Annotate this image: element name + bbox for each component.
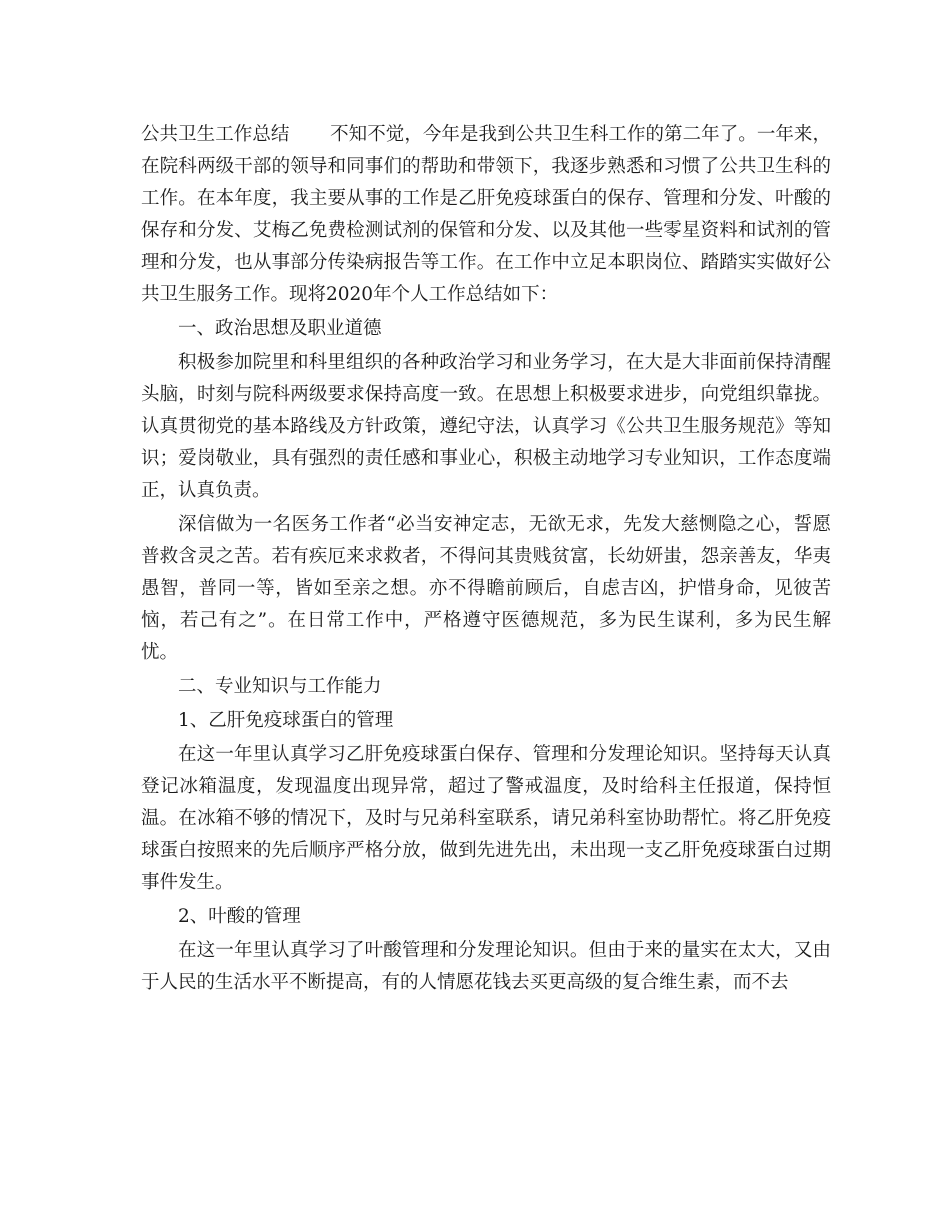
intro-text: 不知不觉，今年是我到公共卫生科工作的第二年了。一年来，在院科两级干部的领导和同事们的帮助和带领下，我逐步熟悉和习惯了公共卫生科的工作。在本年度，我主要从事的工作是乙肝免疫球蛋白的保存、管理和分发、叶酸的保存和分发、艾梅乙免费检测试剂的保管和分发、以及其他一些零星资料和试剂的管理和分发，也从事部分传染病报告等工作。在工作中立足本职岗位、踏踏实实做好公共卫生服务工作。现将2020年个人工作总结如下：: [141, 124, 831, 305]
section-heading-2: 二、专业知识与工作能力: [178, 676, 382, 697]
paragraph-4: 在这一年里认真学习了叶酸管理和分发理论知识。但由于来的量实在太大，又由于人民的生活水平不断提高，有的人情愿花钱去买更高级的复合维生素，而不去: [141, 940, 831, 993]
paragraph-1: 积极参加院里和科里组织的各种政治学习和业务学习，在大是大非面前保持清醒头脑，时刻与院科两级要求保持高度一致。在思想上积极要求进步，向党组织靠拢。认真贯彻党的基本路线及方针政策，遵纪守法，认真学习《公共卫生服务规范》等知识；爱岗敬业，具有强烈的责任感和事业心，积极主动地学习专业知识，工作态度端正，认真负责。: [141, 352, 831, 501]
paragraph-2: 深信做为一名医务工作者“必当安神定志，无欲无求，先发大慈恻隐之心，誓愿普救含灵之苦。若有疾厄来求救者，不得问其贵贱贫富，长幼妍蚩，怨亲善友，华夷愚智，普同一等，皆如至亲之想。亦不得瞻前顾后，自虑吉凶，护惜身命，见彼苦恼，若己有之”。在日常工作中，严格遵守医德规范，多为民生谋利，多为民生解忧。: [141, 514, 831, 663]
intro-paragraph: [141, 119, 831, 311]
section-heading-1: 一、政治思想及职业道德: [178, 318, 382, 339]
paragraph-3: 在这一年里认真学习乙肝免疫球蛋白保存、管理和分发理论知识。坚持每天认真登记冰箱温度，发现温度出现异常，超过了警戒温度，及时给科主任报道，保持恒温。在冰箱不够的情况下，及时与兄弟科室联系，请兄弟科室协助帮忙。将乙肝免疫球蛋白按照来的先后顺序严格分放，做到先进先出，未出现一支乙肝免疫球蛋白过期事件发生。: [141, 744, 831, 893]
document-page: [141, 119, 831, 1001]
document-title: 公共卫生工作总结: [141, 124, 290, 145]
subheading-2: 2、叶酸的管理: [178, 906, 301, 927]
subheading-1: 1、乙肝免疫球蛋白的管理: [178, 710, 394, 731]
